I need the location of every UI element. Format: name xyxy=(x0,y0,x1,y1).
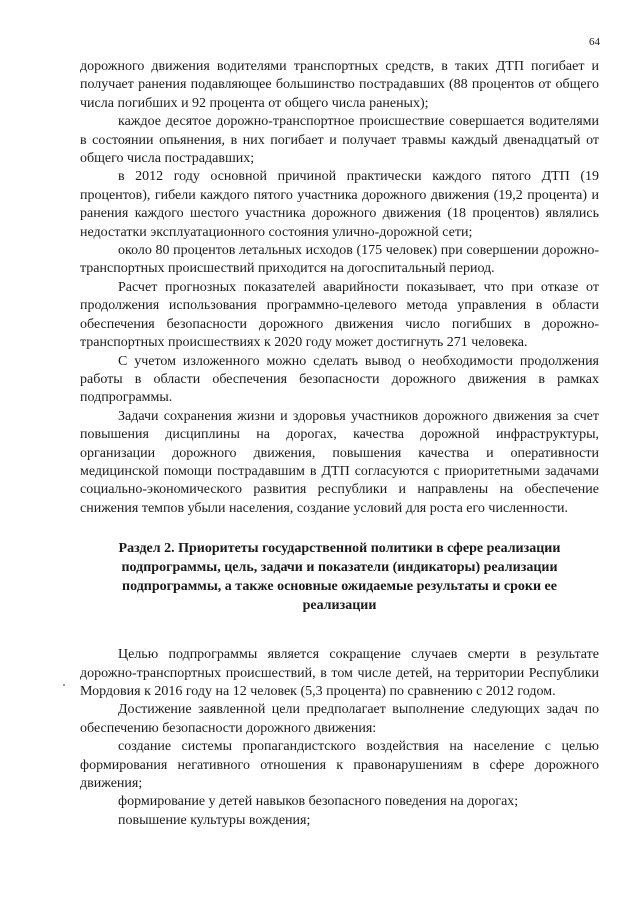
paragraph: около 80 процентов летальных исходов (175 человек) при совершении дорожно-транспортных происшествий приходится на догоспитальный период. xyxy=(80,243,599,277)
document-body xyxy=(80,58,599,830)
paragraphs-after-heading xyxy=(80,646,599,830)
paragraph: в 2012 году основной причиной практически каждого пятого ДТП (19 процентов), гибели каждого пятого участника дорожного движения (19,2 процента) и ранения каждого шестого участника дорожного движения (18 процентов) являлись недостатки эксплуатационного состояния улично-дорожной сети; xyxy=(80,169,599,240)
paragraph: дорожного движения водителями транспортных средств, в таких ДТП погибает и получает ранения подавляющее большинство пострадавших (88 процентов от общего числа погибших и 92 процента от общего числа раненых); xyxy=(80,59,599,111)
paragraph: каждое десятое дорожно-транспортное происшествие совершается водителями в состоянии опьянения, в них погибает и получает травмы каждый двенадцатый от общего числа пострадавших; xyxy=(80,114,599,167)
paragraph: повышение культуры вождения; xyxy=(118,812,311,828)
section-heading: Раздел 2. Приоритеты государственной политики в сфере реализации подпрограммы, цель, задачи и показатели (индикаторы) реализации подпрограммы, а также основные ожидаемые результаты и сроки ее реализации xyxy=(118,541,561,614)
scan-speck xyxy=(63,684,65,686)
paragraph: Целью подпрограммы является сокращение случаев смерти в результате дорожно-транспортных происшествий, в том числе детей, на территории Республики Мордовия к 2016 году на 12 человек (5,3 процента) по сравнению с 2012 годом. xyxy=(80,647,599,699)
paragraphs-before-heading xyxy=(80,58,599,518)
paragraph: Достижение заявленной цели предполагает выполнение следующих задач по обеспечению безопасности дорожного движения: xyxy=(80,702,599,736)
paragraph: Задачи сохранения жизни и здоровья участников дорожного движения за счет повышения дисциплины на дорогах, качества дорожной инфраструктуры, организации дорожного движения, повышения качества и оперативности медицинской помощи пострадавшим в ДТП согласуются с приоритетными задачами социально-экономического развития республики и направлены на обеспечение снижения темпов убыли населения, создание условий для роста его численности. xyxy=(80,408,599,516)
page-number: 64 xyxy=(589,36,600,48)
paragraph: формирование у детей навыков безопасного поведения на дорогах; xyxy=(118,794,519,810)
paragraph: создание системы пропагандистского воздействия на население с целью формирования негативного отношения к правонарушениям в сфере дорожного движения; xyxy=(80,739,599,791)
paragraph: С учетом изложенного можно сделать вывод о необходимости продолжения работы в области обеспечения безопасности дорожного движения в рамках подпрограммы. xyxy=(80,353,599,406)
paragraph: Расчет прогнозных показателей аварийности показывает, что при отказе от продолжения использования программно-целевого метода управления в области обеспечения безопасности дорожного движения число погибших в дорожно-транспортных происшествиях к 2020 году может достигнуть 271 человека. xyxy=(80,279,599,351)
